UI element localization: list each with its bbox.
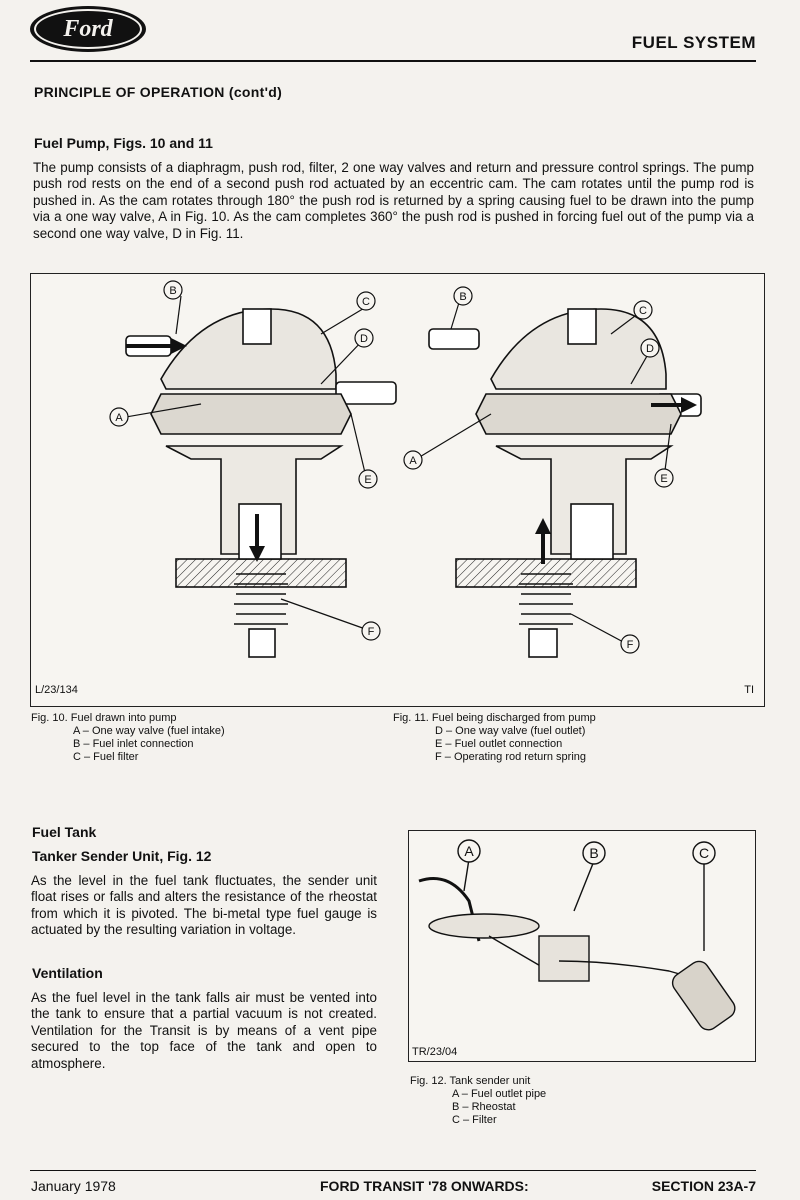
- fig10-caption: [31, 712, 371, 764]
- caption-item: F – Operating rod return spring: [435, 751, 587, 763]
- footer-title: FORD TRANSIT '78 ONWARDS:: [320, 1178, 529, 1194]
- figure-code: L/23/134: [35, 684, 78, 696]
- caption-item: E – Fuel outlet connection: [435, 738, 563, 750]
- vent-paragraph: As the fuel level in the tank falls air must be vented into the tank to ensure that a partial vacuum is not created. Ventilation for the Transit is by means of a vent pipe secured to the top face of the tank and open to atmosphere.: [31, 990, 377, 1071]
- label-e: E: [364, 474, 372, 486]
- label-e: E: [660, 473, 668, 485]
- caption-item: D – One way valve (fuel outlet): [435, 725, 586, 737]
- footer-date: January 1978: [31, 1178, 116, 1194]
- fig10-title: Fig. 10. Fuel drawn into pump: [31, 712, 177, 724]
- label-d: D: [646, 343, 654, 355]
- footer-section: SECTION 23A-7: [651, 1178, 756, 1194]
- pump-diagram: [31, 274, 764, 706]
- label-c: C: [639, 305, 647, 317]
- fig11-title: Fig. 11. Fuel being discharged from pump: [393, 712, 596, 724]
- caption-item: C – Fuel filter: [73, 751, 139, 763]
- ford-logo-text: Ford: [34, 9, 142, 49]
- caption-item: A – One way valve (fuel intake): [73, 725, 225, 737]
- label-a: A: [115, 412, 123, 424]
- sender-figure: [408, 830, 756, 1062]
- pump-heading: Fuel Pump, Figs. 10 and 11: [34, 135, 213, 151]
- section-title: FUEL SYSTEM: [631, 33, 756, 52]
- label-b: B: [589, 845, 599, 861]
- caption-item: C – Filter: [452, 1114, 497, 1126]
- label-a: A: [409, 455, 417, 467]
- label-b: B: [459, 291, 467, 303]
- fig12-title: Fig. 12. Tank sender unit: [410, 1075, 531, 1087]
- pump-figure: [30, 273, 765, 707]
- pump-paragraph: The pump consists of a diaphragm, push rod, filter, 2 one way valves and return and pressure control springs. The pump push rod rests on the end of a second push rod actuated by an eccentric cam. The cam rotates until the pump rod is pushed in. As the cam rotates through 180° the push rod is returned by a spring causing fuel to be drawn into the pump via a one way valve, A in Fig. 10. As the cam completes 360° the push rod is pushed in forcing fuel out of the pump via a second one way valve, D in Fig. 11.: [33, 160, 754, 241]
- figure-code: TR/23/04: [412, 1046, 458, 1058]
- tank-heading: Fuel Tank: [32, 824, 97, 840]
- fig12-caption: [410, 1075, 750, 1127]
- caption-item: B – Rheostat: [452, 1101, 516, 1113]
- label-c: C: [362, 296, 370, 308]
- label-c: C: [698, 845, 710, 861]
- label-d: D: [360, 333, 368, 345]
- sender-heading: Tanker Sender Unit, Fig. 12: [32, 848, 212, 864]
- vent-heading: Ventilation: [32, 965, 103, 981]
- fig11-caption: [393, 712, 753, 764]
- label-f: F: [367, 626, 375, 638]
- caption-item: B – Fuel inlet connection: [73, 738, 194, 750]
- header-divider: [30, 60, 756, 62]
- footer-divider: [30, 1170, 756, 1171]
- label-b: B: [169, 285, 177, 297]
- label-a: A: [464, 843, 474, 859]
- figure-code-right: TI: [744, 684, 754, 696]
- sender-paragraph: As the level in the fuel tank fluctuates, the sender unit float rises or falls and alters the resistance of the rheostat from which it is pivoted. The bi-metal type fuel gauge is actuated by the resulting variation in voltage.: [31, 873, 377, 938]
- page-heading: PRINCIPLE OF OPERATION (cont'd): [34, 84, 283, 100]
- ford-logo: [30, 6, 146, 52]
- label-f: F: [626, 639, 634, 651]
- sender-diagram: [409, 831, 755, 1061]
- caption-item: A – Fuel outlet pipe: [452, 1088, 547, 1100]
